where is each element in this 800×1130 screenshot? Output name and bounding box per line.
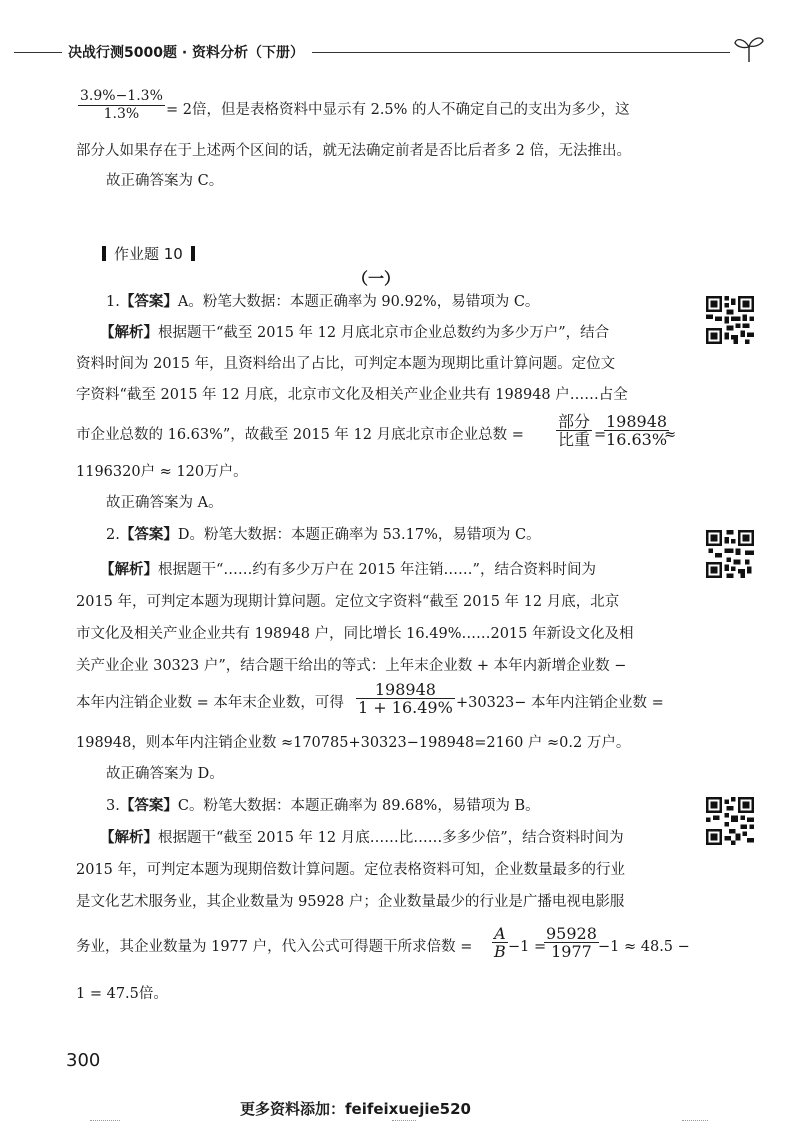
q1-analysis-line-5: 1196320户 ≈ 120万户。 xyxy=(76,464,248,480)
top-fraction-numerator: 3.9%−1.3% xyxy=(80,88,163,104)
q3-fracb-numerator: 95928 xyxy=(546,924,597,943)
q3-fraction-values xyxy=(544,925,599,960)
q3-fraca-numerator: A xyxy=(492,925,508,943)
qr-code-icon[interactable] xyxy=(706,530,754,578)
q2-conclusion: 故正确答案为 D。 xyxy=(106,766,224,782)
q1-conclusion: 故正确答案为 A。 xyxy=(106,495,223,511)
top-line-3: 故正确答案为 C。 xyxy=(106,173,224,189)
section-title-text: 作业题 10 xyxy=(114,245,183,263)
q2-answer-tag: 【答案】 xyxy=(119,526,178,543)
q2-analysis-line-4: 关产业企业 30323 户”，结合题干给出的等式：上年末企业数 + 本年内新增企业数 − xyxy=(76,658,627,674)
q3-analysis-text-1: 根据题干“截至 2015 年 12 月底……比……多多少倍”，结合资料时间为 xyxy=(158,830,624,846)
q3-minus-one: −1 = xyxy=(508,939,547,955)
top-fraction-denominator: 1.3% xyxy=(103,106,140,122)
q2-answer-line xyxy=(106,525,541,545)
q2-analysis-text-1: 根据题干“……约有多少万户在 2015 年注销……”，结合资料时间为 xyxy=(158,562,596,578)
q3-analysis-line-4-post: −1 ≈ 48.5 − xyxy=(598,939,690,955)
top-fraction xyxy=(78,88,165,123)
section-bar-left xyxy=(102,246,106,261)
footer-contact: 更多资料添加：feifeixuejie520 xyxy=(240,1100,471,1118)
q2-analysis-line-5-post: +30323− 本年内注销企业数 = xyxy=(456,695,664,711)
q1-analysis-line-4: 市企业总数的 16.63%”，故截至 2015 年 12 月底北京市企业总数 = xyxy=(76,427,524,443)
q1-equals: = xyxy=(594,427,607,443)
q2-analysis-line-1 xyxy=(100,560,596,580)
q1-analysis-line-1 xyxy=(100,323,609,343)
q3-analysis-line-1 xyxy=(100,828,624,848)
q2-frac-numerator: 198948 xyxy=(356,681,455,699)
subsection-title: （一） xyxy=(352,269,401,288)
q1-frac2-numerator: 198948 xyxy=(606,412,668,431)
page-header xyxy=(0,40,800,64)
q1-number: 1. xyxy=(106,294,120,310)
sprout-icon xyxy=(732,34,766,64)
q3-analysis-line-4-pre: 务业，其企业数量为 1977 户，代入公式可得题干所求倍数 = xyxy=(76,939,473,955)
q3-fraction-ab xyxy=(492,925,508,960)
q2-answer-text: D。粉笔大数据：本题正确率为 53.17%，易错项为 C。 xyxy=(177,527,541,543)
q1-analysis-tag: 【解析】 xyxy=(100,324,158,341)
page-number: 300 xyxy=(66,1050,101,1071)
q1-fraction-values xyxy=(604,413,669,448)
q1-analysis-line-3: 字资料“截至 2015 年 12 月底，北京市文化及相关产业企业共有 198948 户……占全 xyxy=(76,387,628,403)
q1-answer-tag: 【答案】 xyxy=(119,293,178,310)
top-line-1: = 2倍，但是表格资料中显示有 2.5% 的人不确定自己的支出为多少，这 xyxy=(166,102,630,118)
header-title: 决战行测5000题 · 资料分析（下册） xyxy=(68,45,305,61)
q3-answer-line xyxy=(106,796,540,816)
top-line-2: 部分人如果存在于上述两个区间的话，就无法确定前者是否比后者多 2 倍，无法推出。 xyxy=(76,143,631,159)
bleed-mark-center xyxy=(392,1120,416,1123)
q1-frac1-numerator: 部分 xyxy=(558,412,591,431)
q3-number: 3. xyxy=(106,798,120,814)
q3-answer-tag: 【答案】 xyxy=(119,797,178,814)
q3-analysis-line-3: 是文化艺术服务业，其企业数量为 95928 户；企业数量最少的行业是广播电视电影服 xyxy=(76,894,625,910)
q2-fraction xyxy=(356,681,455,716)
section-title xyxy=(94,243,203,264)
q2-analysis-line-5-pre: 本年内注销企业数 = 本年末企业数，可得 xyxy=(76,695,344,711)
qr-code-icon[interactable] xyxy=(706,296,754,344)
bleed-mark-left xyxy=(90,1120,120,1123)
q1-fraction-part-ratio xyxy=(556,413,592,448)
section-bar-right xyxy=(191,246,195,261)
q2-frac-denominator: 1 + 16.49% xyxy=(358,698,453,717)
header-rule-left xyxy=(14,52,62,53)
q3-answer-text: C。粉笔大数据：本题正确率为 89.68%，易错项为 B。 xyxy=(177,798,540,814)
bleed-mark-right xyxy=(682,1120,708,1123)
q1-answer-text: A。粉笔大数据：本题正确率为 90.92%，易错项为 C。 xyxy=(177,294,540,310)
qr-code-icon[interactable] xyxy=(706,797,754,845)
q3-analysis-line-5: 1 = 47.5倍。 xyxy=(76,986,168,1002)
q3-fraca-denominator: B xyxy=(494,942,506,961)
q1-frac2-denominator: 16.63% xyxy=(606,430,668,449)
q1-answer-line xyxy=(106,292,539,312)
q2-number: 2. xyxy=(106,527,120,543)
q3-analysis-tag: 【解析】 xyxy=(100,829,158,846)
q1-frac1-denominator: 比重 xyxy=(558,430,591,449)
q1-analysis-text-1: 根据题干“截至 2015 年 12 月底北京市企业总数约为多少万户”，结合 xyxy=(158,325,610,341)
q2-analysis-tag: 【解析】 xyxy=(100,561,158,578)
q2-analysis-line-6: 198948，则本年内注销企业数 ≈170785+30323−198948=2160 户 ≈0.2 万户。 xyxy=(76,735,631,751)
q3-fracb-denominator: 1977 xyxy=(551,942,592,961)
q2-analysis-line-2: 2015 年，可判定本题为现期计算问题。定位文字资料“截至 2015 年 12 月底，北京 xyxy=(76,594,620,610)
q2-analysis-line-3: 市文化及相关产业企业共有 198948 户，同比增长 16.49%……2015 年新设文化及相 xyxy=(76,626,634,642)
q1-analysis-line-2: 资料时间为 2015 年，且资料给出了占比，可判定本题为现期比重计算问题。定位文 xyxy=(76,356,616,372)
q3-analysis-line-2: 2015 年，可判定本题为现期倍数计算问题。定位表格资料可知，企业数量最多的行业 xyxy=(76,862,626,878)
q1-approx: ≈ xyxy=(664,427,677,443)
header-rule-right xyxy=(312,52,730,53)
